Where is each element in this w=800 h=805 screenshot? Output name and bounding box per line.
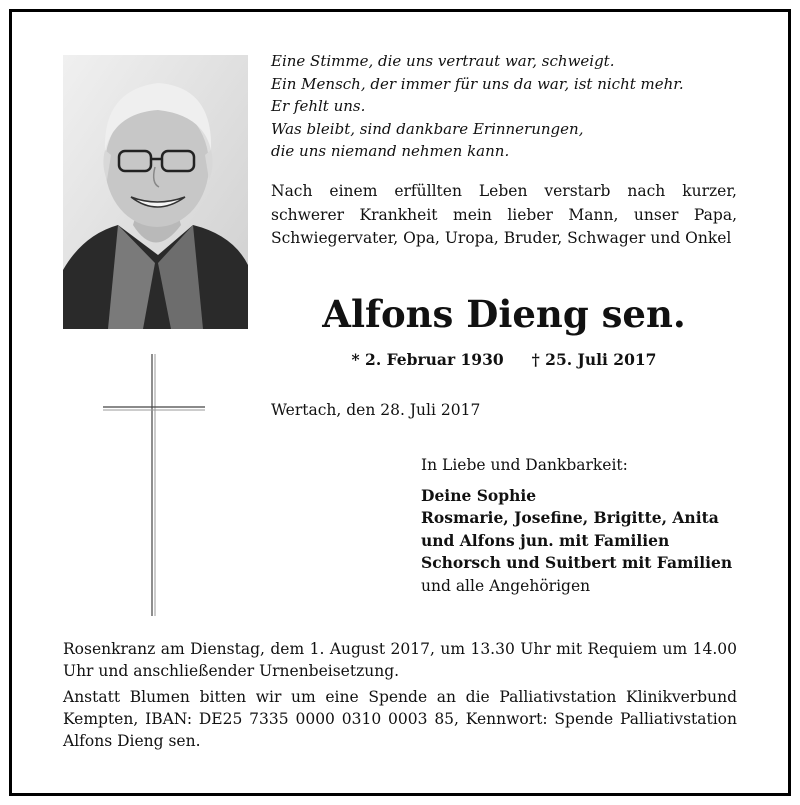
poem-line: Was bleibt, sind dankbare Erinnerungen, xyxy=(271,119,584,138)
poem-line: Ein Mensch, der immer für uns da war, ist nicht mehr. xyxy=(271,74,684,93)
poem-line: Er fehlt uns. xyxy=(271,97,366,115)
poem-line: Eine Stimme, die uns vertraut war, schweigt. xyxy=(271,52,615,70)
relatives-line: und alle Angehörigen xyxy=(421,576,591,595)
intro-text: Nach einem erfüllten Leben verstarb nach kurzer, schwerer Krankheit mein lieber Mann, unser Papa, Schwiegervater, Opa, Uropa, Bruder, Schwager und Onkel xyxy=(271,182,737,247)
portrait-illustration xyxy=(63,55,248,329)
poem-line: die uns niemand nehmen kann. xyxy=(271,142,510,160)
donation-notice: Anstatt Blumen bitten wir um eine Spende an die Palliativstation Klinikverbund Kempten, IBAN: DE25 7335 0000 0310 0003 85, Kennwort: Spende Palliativstation Alfons Dieng sen. xyxy=(63,688,737,750)
mourner-line: Schorsch und Suitbert mit Familien xyxy=(421,553,733,572)
portrait-photo xyxy=(63,55,248,329)
mourner-line: Rosmarie, Josefine, Brigitte, Anita xyxy=(421,508,719,527)
cross-icon xyxy=(100,352,210,620)
deceased-name: Alfons Dieng sen. xyxy=(322,292,686,336)
mourner-line: Deine Sophie xyxy=(421,485,537,505)
mourner-line: und Alfons jun. mit Familien xyxy=(421,530,670,550)
signoff-block xyxy=(421,454,741,597)
life-dates xyxy=(271,348,737,372)
rosary-notice: Rosenkranz am Dienstag, dem 1. August 2017, um 13.30 Uhr mit Requiem um 14.00 Uhr und anschließender Urnenbeisetzung. xyxy=(63,640,737,680)
place-date: Wertach, den 28. Juli 2017 xyxy=(271,401,481,419)
birth-date: * 2. Februar 1930 xyxy=(351,350,504,369)
poem xyxy=(271,50,741,163)
death-date: † 25. Juli 2017 xyxy=(531,350,657,369)
closing-line: In Liebe und Dankbarkeit: xyxy=(421,456,628,474)
